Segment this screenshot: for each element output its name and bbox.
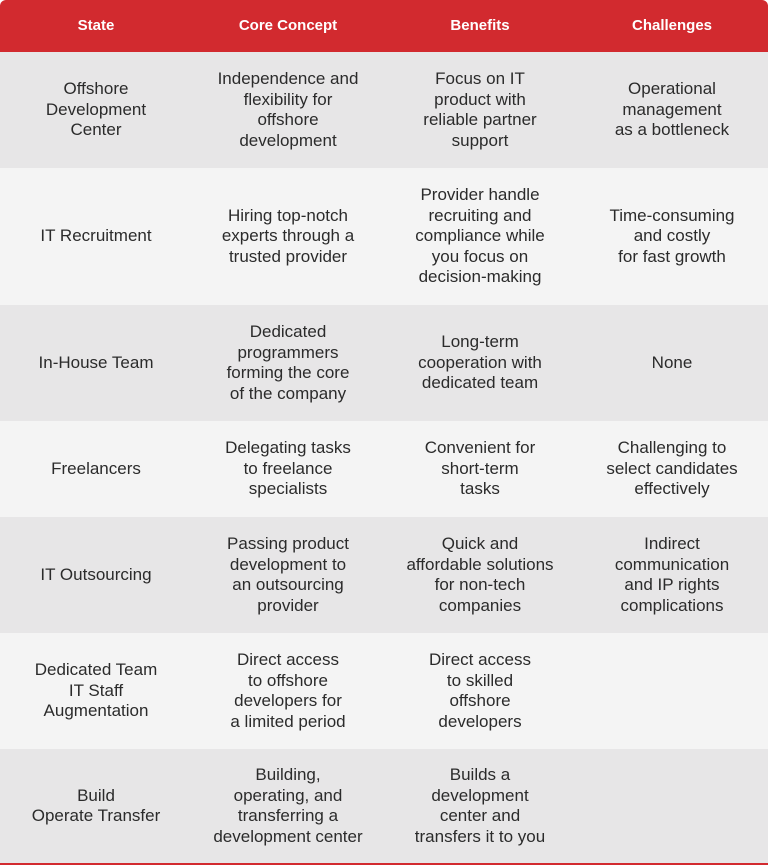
cell-challenges: Indirect communication and IP rights complications: [614, 534, 730, 615]
table-header: [0, 0, 768, 52]
cell-core-concept: Direct access to offshore developers for a limited period: [230, 650, 346, 731]
cell-state: IT Recruitment: [40, 226, 152, 246]
cell-benefits: Quick and affordable solutions for non-tech companies: [406, 534, 554, 615]
cell-benefits: Provider handle recruiting and compliance while you focus on decision-making: [415, 185, 545, 287]
cell-benefits: Long-term cooperation with dedicated team: [418, 332, 542, 393]
cell-benefits: Convenient for short-term tasks: [424, 438, 536, 499]
cell-state: Offshore Development Center: [45, 79, 147, 140]
header-core-concept: Core Concept: [238, 16, 338, 34]
cell-state: IT Outsourcing: [40, 564, 152, 584]
table-row: [0, 633, 768, 749]
cell-core-concept: Delegating tasks to freelance specialists: [225, 438, 351, 499]
cell-challenges: Operational management as a bottleneck: [614, 79, 730, 140]
cell-state: Dedicated Team IT Staff Augmentation: [34, 660, 158, 721]
cell-core-concept: Dedicated programmers forming the core of the company: [226, 322, 350, 403]
table-row: [0, 168, 768, 305]
cell-benefits: Direct access to skilled offshore developers: [428, 650, 532, 731]
cell-benefits: Focus on IT product with reliable partner support: [423, 69, 537, 150]
table-row: [0, 517, 768, 633]
table-row: [0, 421, 768, 517]
table-row: [0, 52, 768, 168]
table-row: [0, 749, 768, 863]
cell-state: In-House Team: [38, 352, 154, 372]
cell-state: Freelancers: [51, 458, 141, 478]
cell-challenges: Challenging to select candidates effectively: [606, 438, 738, 499]
cell-core-concept: Passing product development to an outsourcing provider: [227, 534, 349, 615]
cell-challenges: None: [651, 352, 693, 372]
cell-state: Build Operate Transfer: [31, 785, 161, 825]
cell-core-concept: Hiring top-notch experts through a trusted provider: [221, 205, 355, 266]
cell-core-concept: Building, operating, and transferring a development center: [213, 765, 363, 846]
table-row: [0, 305, 768, 421]
header-benefits: Benefits: [450, 16, 510, 34]
header-challenges: Challenges: [631, 16, 713, 34]
header-state: State: [77, 16, 115, 34]
cell-challenges: Time-consuming and costly for fast growth: [609, 205, 735, 266]
cell-benefits: Builds a development center and transfers it to you: [414, 765, 546, 846]
cell-core-concept: Independence and flexibility for offshore development: [217, 69, 359, 150]
